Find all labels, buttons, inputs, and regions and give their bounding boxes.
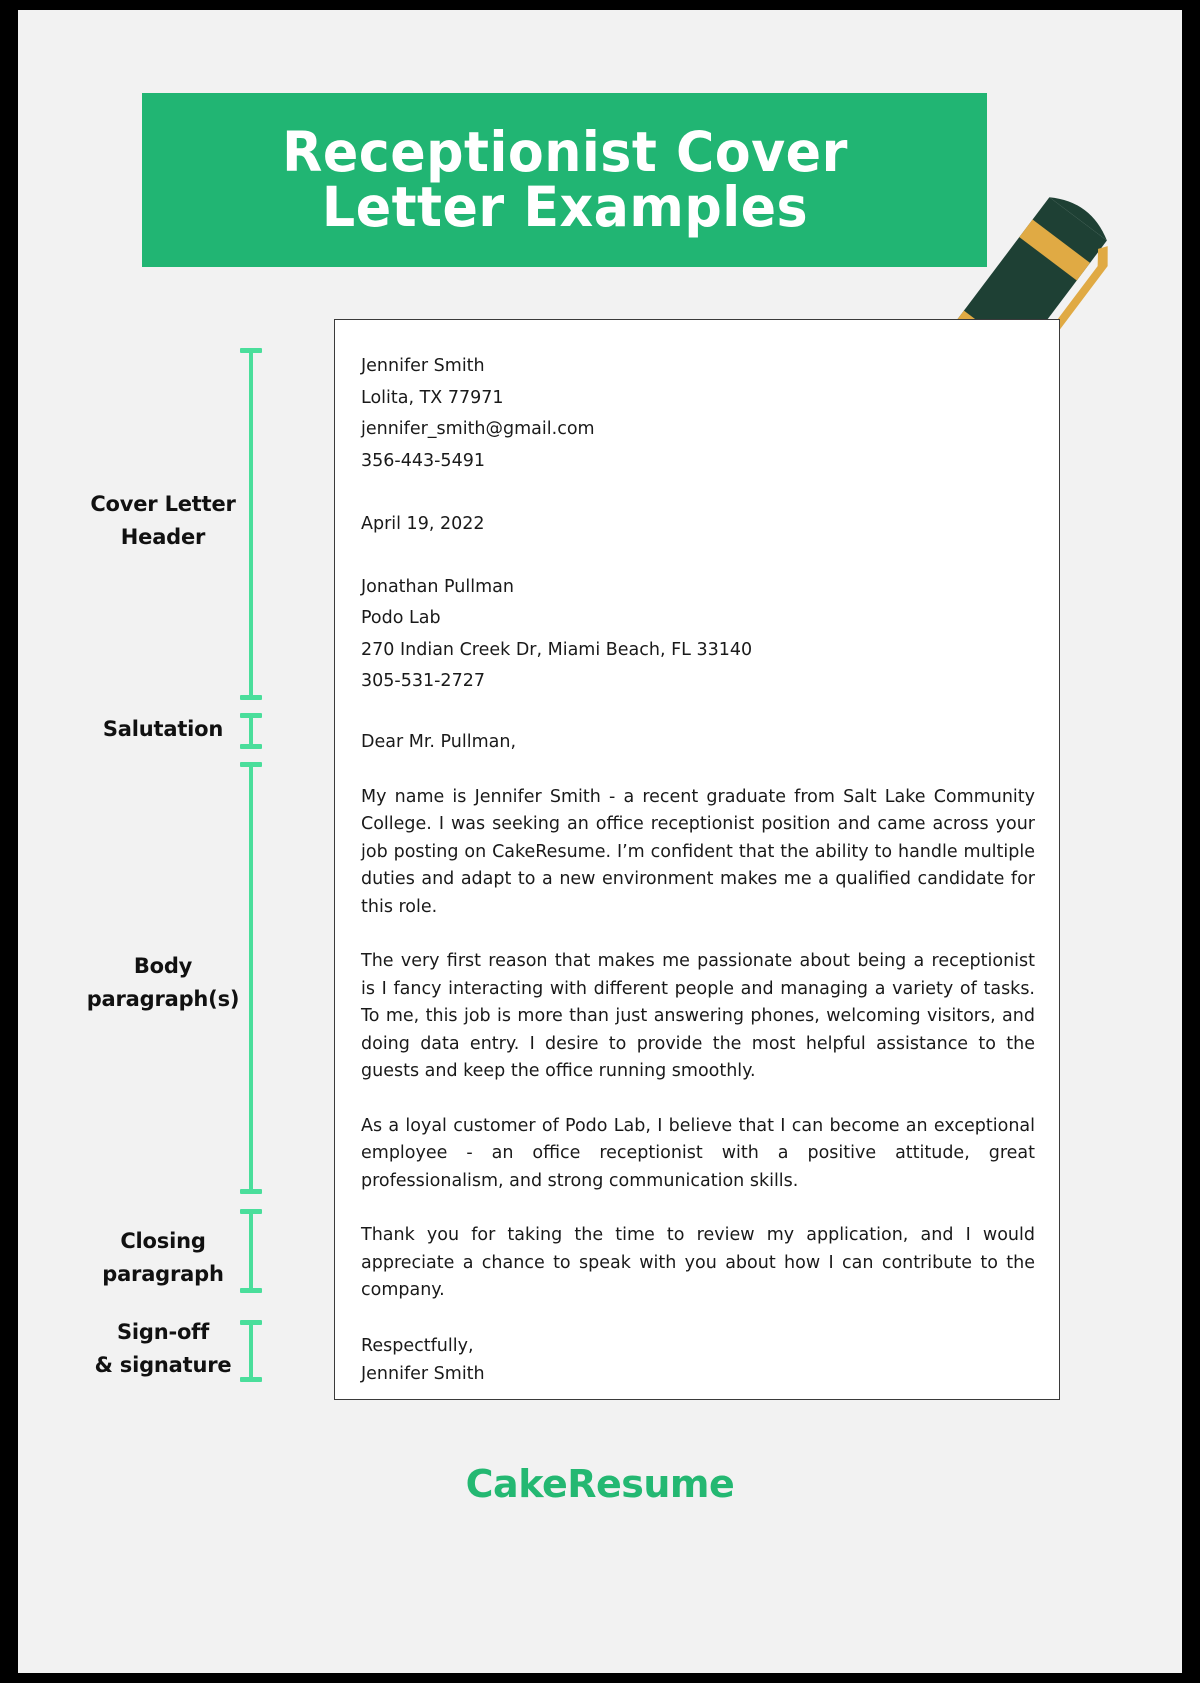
spacer xyxy=(361,540,1035,572)
letter-salutation: Dear Mr. Pullman, xyxy=(361,732,517,752)
bracket-body-paragraphs xyxy=(240,762,262,1194)
bracket-cap-bottom xyxy=(240,1377,262,1382)
bracket-stem xyxy=(249,348,253,700)
closing-paragraph: Thank you for taking the time to review my application, and I would appreciate a chance to speak with you about how I can contribute to the company. xyxy=(361,1225,1035,1300)
cakeresume-logo: CakeResume xyxy=(465,1462,735,1506)
bracket-stem xyxy=(249,762,253,1194)
signoff-signature: Jennifer Smith xyxy=(361,1363,485,1384)
recipient-name: Jonathan Pullman xyxy=(361,576,514,597)
label-line-1: Sign-off xyxy=(116,1320,210,1344)
label-line-1: Closing xyxy=(120,1229,206,1253)
letter-content xyxy=(361,351,1035,1388)
page-title: Receptionist Cover Letter Examples xyxy=(281,120,848,239)
body-paragraph-2: The very first reason that makes me passionate about being a receptionist is I fancy interacting with different people and managing a variety of tasks. To me, this job is more than just answering phones, welcoming visitors, and doing data entry. I desire to provide the most helpful assistance to the guests and keep the office running smoothly. xyxy=(361,951,1035,1081)
title-banner xyxy=(142,93,987,267)
label-line-2: paragraph(s) xyxy=(86,987,240,1011)
bracket-cap-bottom xyxy=(240,695,262,700)
recipient-block xyxy=(361,572,1035,698)
spacer xyxy=(361,477,1035,509)
recipient-company: Podo Lab xyxy=(361,608,441,628)
bracket-stem xyxy=(249,1209,253,1293)
sender-location: Lolita, TX 77971 xyxy=(361,387,504,408)
poster-page xyxy=(18,10,1182,1673)
bracket-sign-off-signature xyxy=(240,1320,262,1382)
recipient-phone: 305-531-2727 xyxy=(361,671,485,691)
bracket-closing-paragraph xyxy=(240,1209,262,1293)
label-line-2: Header xyxy=(120,525,206,549)
spacer xyxy=(361,698,1035,730)
spacer xyxy=(361,921,1035,948)
bracket-salutation xyxy=(240,713,262,749)
cover-letter-document xyxy=(334,319,1060,1400)
bracket-cap-bottom xyxy=(240,744,262,749)
letter-date: April 19, 2022 xyxy=(361,513,485,534)
sender-phone: 356-443-5491 xyxy=(361,450,485,471)
bracket-stem xyxy=(249,1320,253,1382)
recipient-address: 270 Indian Creek Dr, Miami Beach, FL 33140 xyxy=(361,639,753,660)
spacer xyxy=(361,1305,1035,1332)
sender-name: Jennifer Smith xyxy=(361,356,485,376)
sender-block xyxy=(361,351,1035,477)
spacer xyxy=(361,1086,1035,1113)
label-line-1: Salutation xyxy=(102,717,224,741)
label-line-1: Body xyxy=(133,954,193,978)
body-paragraph-1: My name is Jennifer Smith - a recent graduate from Salt Lake Community College. I was seeking an office receptionist position and came across your job posting on CakeResume. I’m confident that the ability to handle multiple duties and adapt to a new environment makes me a qualified candidate for this role. xyxy=(361,786,1035,917)
bracket-cover-letter-header xyxy=(240,348,262,700)
bracket-cap-bottom xyxy=(240,1288,262,1293)
spacer xyxy=(361,757,1035,784)
bracket-cap-bottom xyxy=(240,1189,262,1194)
sender-email: jennifer_smith@gmail.com xyxy=(361,419,595,439)
body-paragraph-3: As a loyal customer of Podo Lab, I believe that I can become an exceptional employee - an office receptionist with a positive attitude, great professionalism, and strong communication skills. xyxy=(361,1115,1035,1191)
signoff-closing: Respectfully, xyxy=(361,1335,474,1356)
label-line-1: Cover Letter xyxy=(90,492,236,516)
label-line-2: & signature xyxy=(94,1353,232,1377)
label-line-2: paragraph xyxy=(102,1262,224,1286)
spacer xyxy=(361,1195,1035,1222)
